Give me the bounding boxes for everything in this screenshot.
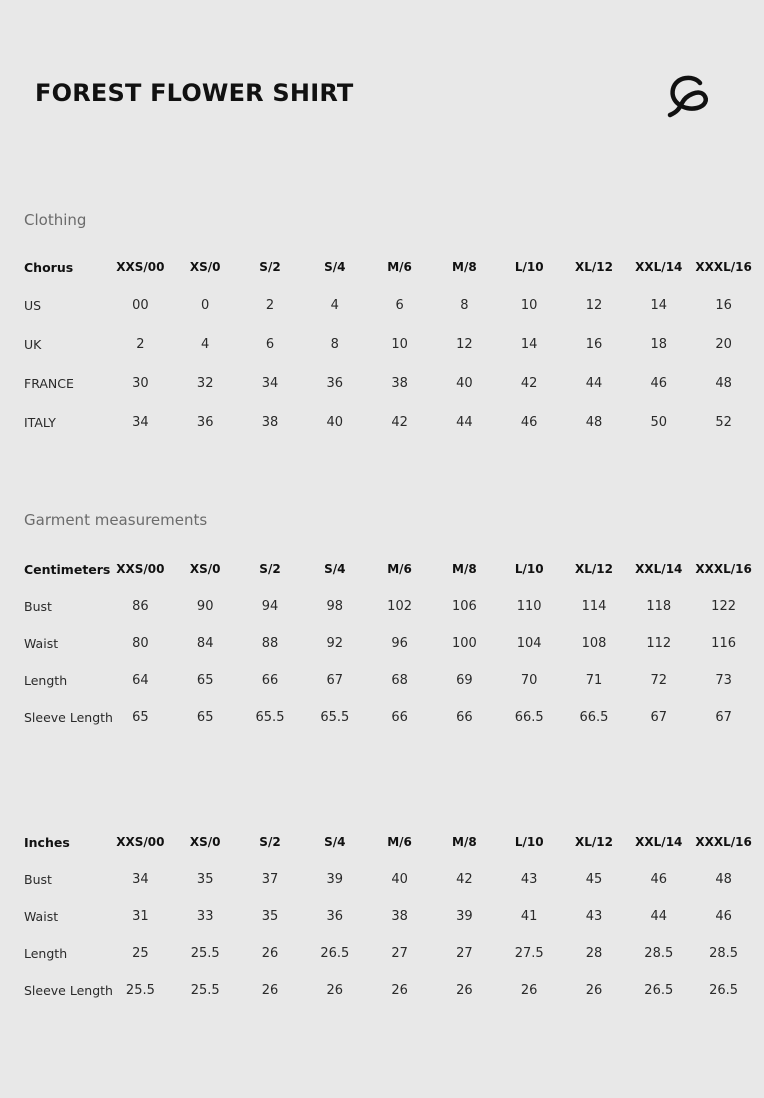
table-cell: 46 [650, 872, 668, 887]
table-cell: 40 [391, 872, 408, 887]
size-header: XXS/00 [116, 260, 165, 274]
section-title-garment: Garment measurements [24, 511, 208, 529]
table-cell: 65.5 [320, 710, 350, 725]
table-cell: 26 [456, 983, 473, 998]
table-cell: 106 [451, 599, 477, 614]
table-cell: 34 [132, 872, 149, 887]
table-cell: 110 [516, 599, 542, 614]
row-label: US [24, 298, 42, 313]
table-row [18, 861, 756, 898]
table-cell: 70 [520, 673, 538, 688]
table-cell: 100 [451, 636, 477, 651]
table-cell: 26 [261, 983, 279, 998]
table-cell: 48 [715, 376, 732, 391]
table-cell: 102 [387, 599, 412, 614]
clothing-rows [18, 286, 756, 442]
centimeters-table [18, 550, 756, 736]
size-header: M/8 [452, 835, 477, 849]
table-cell: 39 [326, 872, 344, 887]
table-cell: 94 [261, 599, 279, 614]
row-label: Sleeve Length [24, 710, 113, 725]
table-cell: 67 [326, 673, 344, 688]
table-cell: 25.5 [190, 983, 220, 998]
size-header: S/2 [259, 260, 281, 274]
size-header: XXL/14 [635, 562, 683, 576]
table-cell: 35 [261, 909, 279, 924]
size-header: M/6 [387, 835, 412, 849]
table-row [18, 364, 756, 403]
row-label: ITALY [24, 415, 56, 430]
table-cell: 27.5 [514, 946, 544, 961]
table-cell: 10 [520, 298, 538, 313]
table-cell: 122 [711, 599, 736, 614]
size-header: XL/12 [574, 260, 613, 274]
table-cell: 00 [132, 298, 149, 313]
table-cell: 66.5 [514, 710, 544, 725]
table-cell: 27 [391, 946, 408, 961]
table-cell: 46 [715, 909, 732, 924]
table-cell: 26 [585, 983, 603, 998]
table-cell: 36 [326, 909, 344, 924]
table-cell: 66.5 [579, 710, 609, 725]
table-cell: 12 [456, 337, 473, 352]
table-cell: 67 [650, 710, 668, 725]
table-cell: 88 [261, 636, 279, 651]
table-cell: 32 [196, 376, 214, 391]
table-row [18, 625, 756, 662]
table-cell: 45 [585, 872, 603, 887]
table-cell: 26.5 [709, 983, 739, 998]
table-cell: 43 [520, 872, 538, 887]
table-cell: 10 [391, 337, 408, 352]
table-cell: 50 [650, 415, 668, 430]
centimeters-rows [18, 588, 756, 736]
table-cell: 44 [456, 415, 473, 430]
table-cell: 66 [391, 710, 408, 725]
table-row [18, 662, 756, 699]
page-title: FOREST FLOWER SHIRT [35, 79, 354, 107]
table-cell: 104 [516, 636, 542, 651]
table-cell: 20 [715, 337, 732, 352]
table-cell: 4 [201, 337, 210, 352]
size-header: S/4 [324, 835, 346, 849]
table-cell: 39 [456, 909, 473, 924]
clothing-size-table [18, 248, 756, 442]
row-label: Bust [24, 599, 52, 614]
table-cell: 46 [520, 415, 538, 430]
table-cell: 65.5 [255, 710, 285, 725]
table-cell: 65 [196, 710, 214, 725]
table-cell: 6 [265, 337, 275, 352]
size-header: S/2 [259, 835, 281, 849]
size-header: XXL/14 [635, 835, 683, 849]
table-cell: 42 [520, 376, 538, 391]
table-cell: 2 [265, 298, 275, 313]
table-cell: 30 [132, 376, 149, 391]
size-header: M/6 [387, 260, 412, 274]
table-cell: 25.5 [190, 946, 220, 961]
table-cell: 68 [391, 673, 408, 688]
table-cell: 67 [715, 710, 732, 725]
table-cell: 14 [650, 298, 668, 313]
table-cell: 42 [391, 415, 408, 430]
table-cell: 46 [650, 376, 668, 391]
table-cell: 40 [326, 415, 344, 430]
table-row [18, 935, 756, 972]
table-cell: 73 [715, 673, 732, 688]
inches-rows [18, 861, 756, 1009]
table-cell: 0 [201, 298, 210, 313]
size-header: S/4 [324, 562, 346, 576]
table-row [18, 588, 756, 625]
size-header: L/10 [514, 562, 544, 576]
table-cell: 65 [132, 710, 149, 725]
table-cell: 26 [391, 983, 408, 998]
table-cell: 38 [261, 415, 279, 430]
size-header: M/6 [387, 562, 412, 576]
table-cell: 42 [456, 872, 473, 887]
table-cell: 37 [261, 872, 279, 887]
row-label: Sleeve Length [24, 983, 113, 998]
table-cell: 18 [650, 337, 668, 352]
table-cell: 44 [585, 376, 603, 391]
size-header: XS/0 [189, 562, 221, 576]
table-cell: 71 [585, 673, 603, 688]
size-header: XXL/14 [635, 260, 683, 274]
table-cell: 2 [136, 337, 145, 352]
table-cell: 26 [261, 946, 279, 961]
table-cell: 6 [395, 298, 404, 313]
size-header: XS/0 [189, 260, 221, 274]
table-cell: 40 [456, 376, 473, 391]
table-cell: 26 [520, 983, 538, 998]
size-header: XXXL/16 [695, 562, 752, 576]
table-cell: 86 [132, 599, 149, 614]
table-cell: 48 [585, 415, 603, 430]
table-row [18, 699, 756, 736]
table-row [18, 286, 756, 325]
size-header: M/8 [452, 260, 477, 274]
table-cell: 16 [585, 337, 603, 352]
table-cell: 28 [585, 946, 603, 961]
size-header: XS/0 [189, 835, 221, 849]
table-cell: 92 [326, 636, 344, 651]
row-label: Waist [24, 636, 59, 651]
table-cell: 35 [196, 872, 214, 887]
table-cell: 98 [326, 599, 344, 614]
table-cell: 112 [646, 636, 672, 651]
size-header: XXXL/16 [695, 260, 752, 274]
table-cell: 108 [581, 636, 607, 651]
table-row [18, 972, 756, 1009]
row-label: UK [24, 337, 42, 352]
table-cell: 41 [520, 909, 538, 924]
table-cell: 44 [650, 909, 668, 924]
table-cell: 43 [585, 909, 603, 924]
table-cell: 26.5 [644, 983, 674, 998]
table-cell: 66 [261, 673, 279, 688]
table-cell: 114 [581, 599, 607, 614]
row-label: Bust [24, 872, 52, 887]
table-cell: 4 [330, 298, 339, 313]
table-cell: 52 [715, 415, 732, 430]
table-row [18, 403, 756, 442]
size-header: XL/12 [574, 835, 613, 849]
table-cell: 65 [196, 673, 214, 688]
table-cell: 8 [330, 337, 339, 352]
size-header: XL/12 [574, 562, 613, 576]
table-row [18, 898, 756, 935]
size-header: S/4 [324, 260, 346, 274]
table-cell: 36 [196, 415, 214, 430]
table-cell: 80 [132, 636, 149, 651]
table-row [18, 325, 756, 364]
table-header-row [18, 550, 756, 588]
table-cell: 26 [326, 983, 344, 998]
row-label: Length [24, 946, 68, 961]
table-cell: 16 [715, 298, 732, 313]
table-header-row [18, 823, 756, 861]
table-cell: 33 [196, 909, 214, 924]
table-cell: 90 [196, 599, 214, 614]
section-title-clothing: Clothing [24, 211, 87, 229]
table-cell: 28.5 [709, 946, 739, 961]
table-cell: 12 [585, 298, 603, 313]
table-cell: 26.5 [320, 946, 350, 961]
row-header-label: Centimeters [24, 561, 111, 577]
table-cell: 14 [520, 337, 538, 352]
table-cell: 84 [196, 636, 214, 651]
table-cell: 31 [132, 909, 149, 924]
table-cell: 64 [132, 673, 149, 688]
row-label: Waist [24, 909, 59, 924]
size-header: XXS/00 [116, 835, 165, 849]
table-cell: 48 [715, 872, 732, 887]
table-cell: 72 [650, 673, 668, 688]
table-header-row [18, 248, 756, 286]
size-header: L/10 [514, 260, 544, 274]
row-label: FRANCE [24, 376, 74, 391]
table-cell: 38 [391, 909, 408, 924]
brand-logo-icon [664, 70, 712, 118]
table-cell: 25 [132, 946, 149, 961]
table-cell: 116 [711, 636, 736, 651]
size-header: XXS/00 [116, 562, 165, 576]
table-cell: 38 [391, 376, 408, 391]
table-cell: 28.5 [644, 946, 674, 961]
table-cell: 69 [456, 673, 473, 688]
table-cell: 66 [456, 710, 473, 725]
size-header: XXXL/16 [695, 835, 752, 849]
row-header-label: Chorus [24, 259, 74, 275]
table-cell: 96 [391, 636, 408, 651]
inches-table [18, 823, 756, 1009]
row-label: Length [24, 673, 68, 688]
size-header: S/2 [259, 562, 281, 576]
table-cell: 34 [132, 415, 149, 430]
table-cell: 36 [326, 376, 344, 391]
row-header-label: Inches [24, 834, 70, 850]
size-header: M/8 [452, 562, 477, 576]
table-cell: 25.5 [125, 983, 155, 998]
table-cell: 118 [646, 599, 672, 614]
size-header: L/10 [514, 835, 544, 849]
table-cell: 8 [460, 298, 469, 313]
table-cell: 27 [456, 946, 473, 961]
table-cell: 34 [261, 376, 279, 391]
